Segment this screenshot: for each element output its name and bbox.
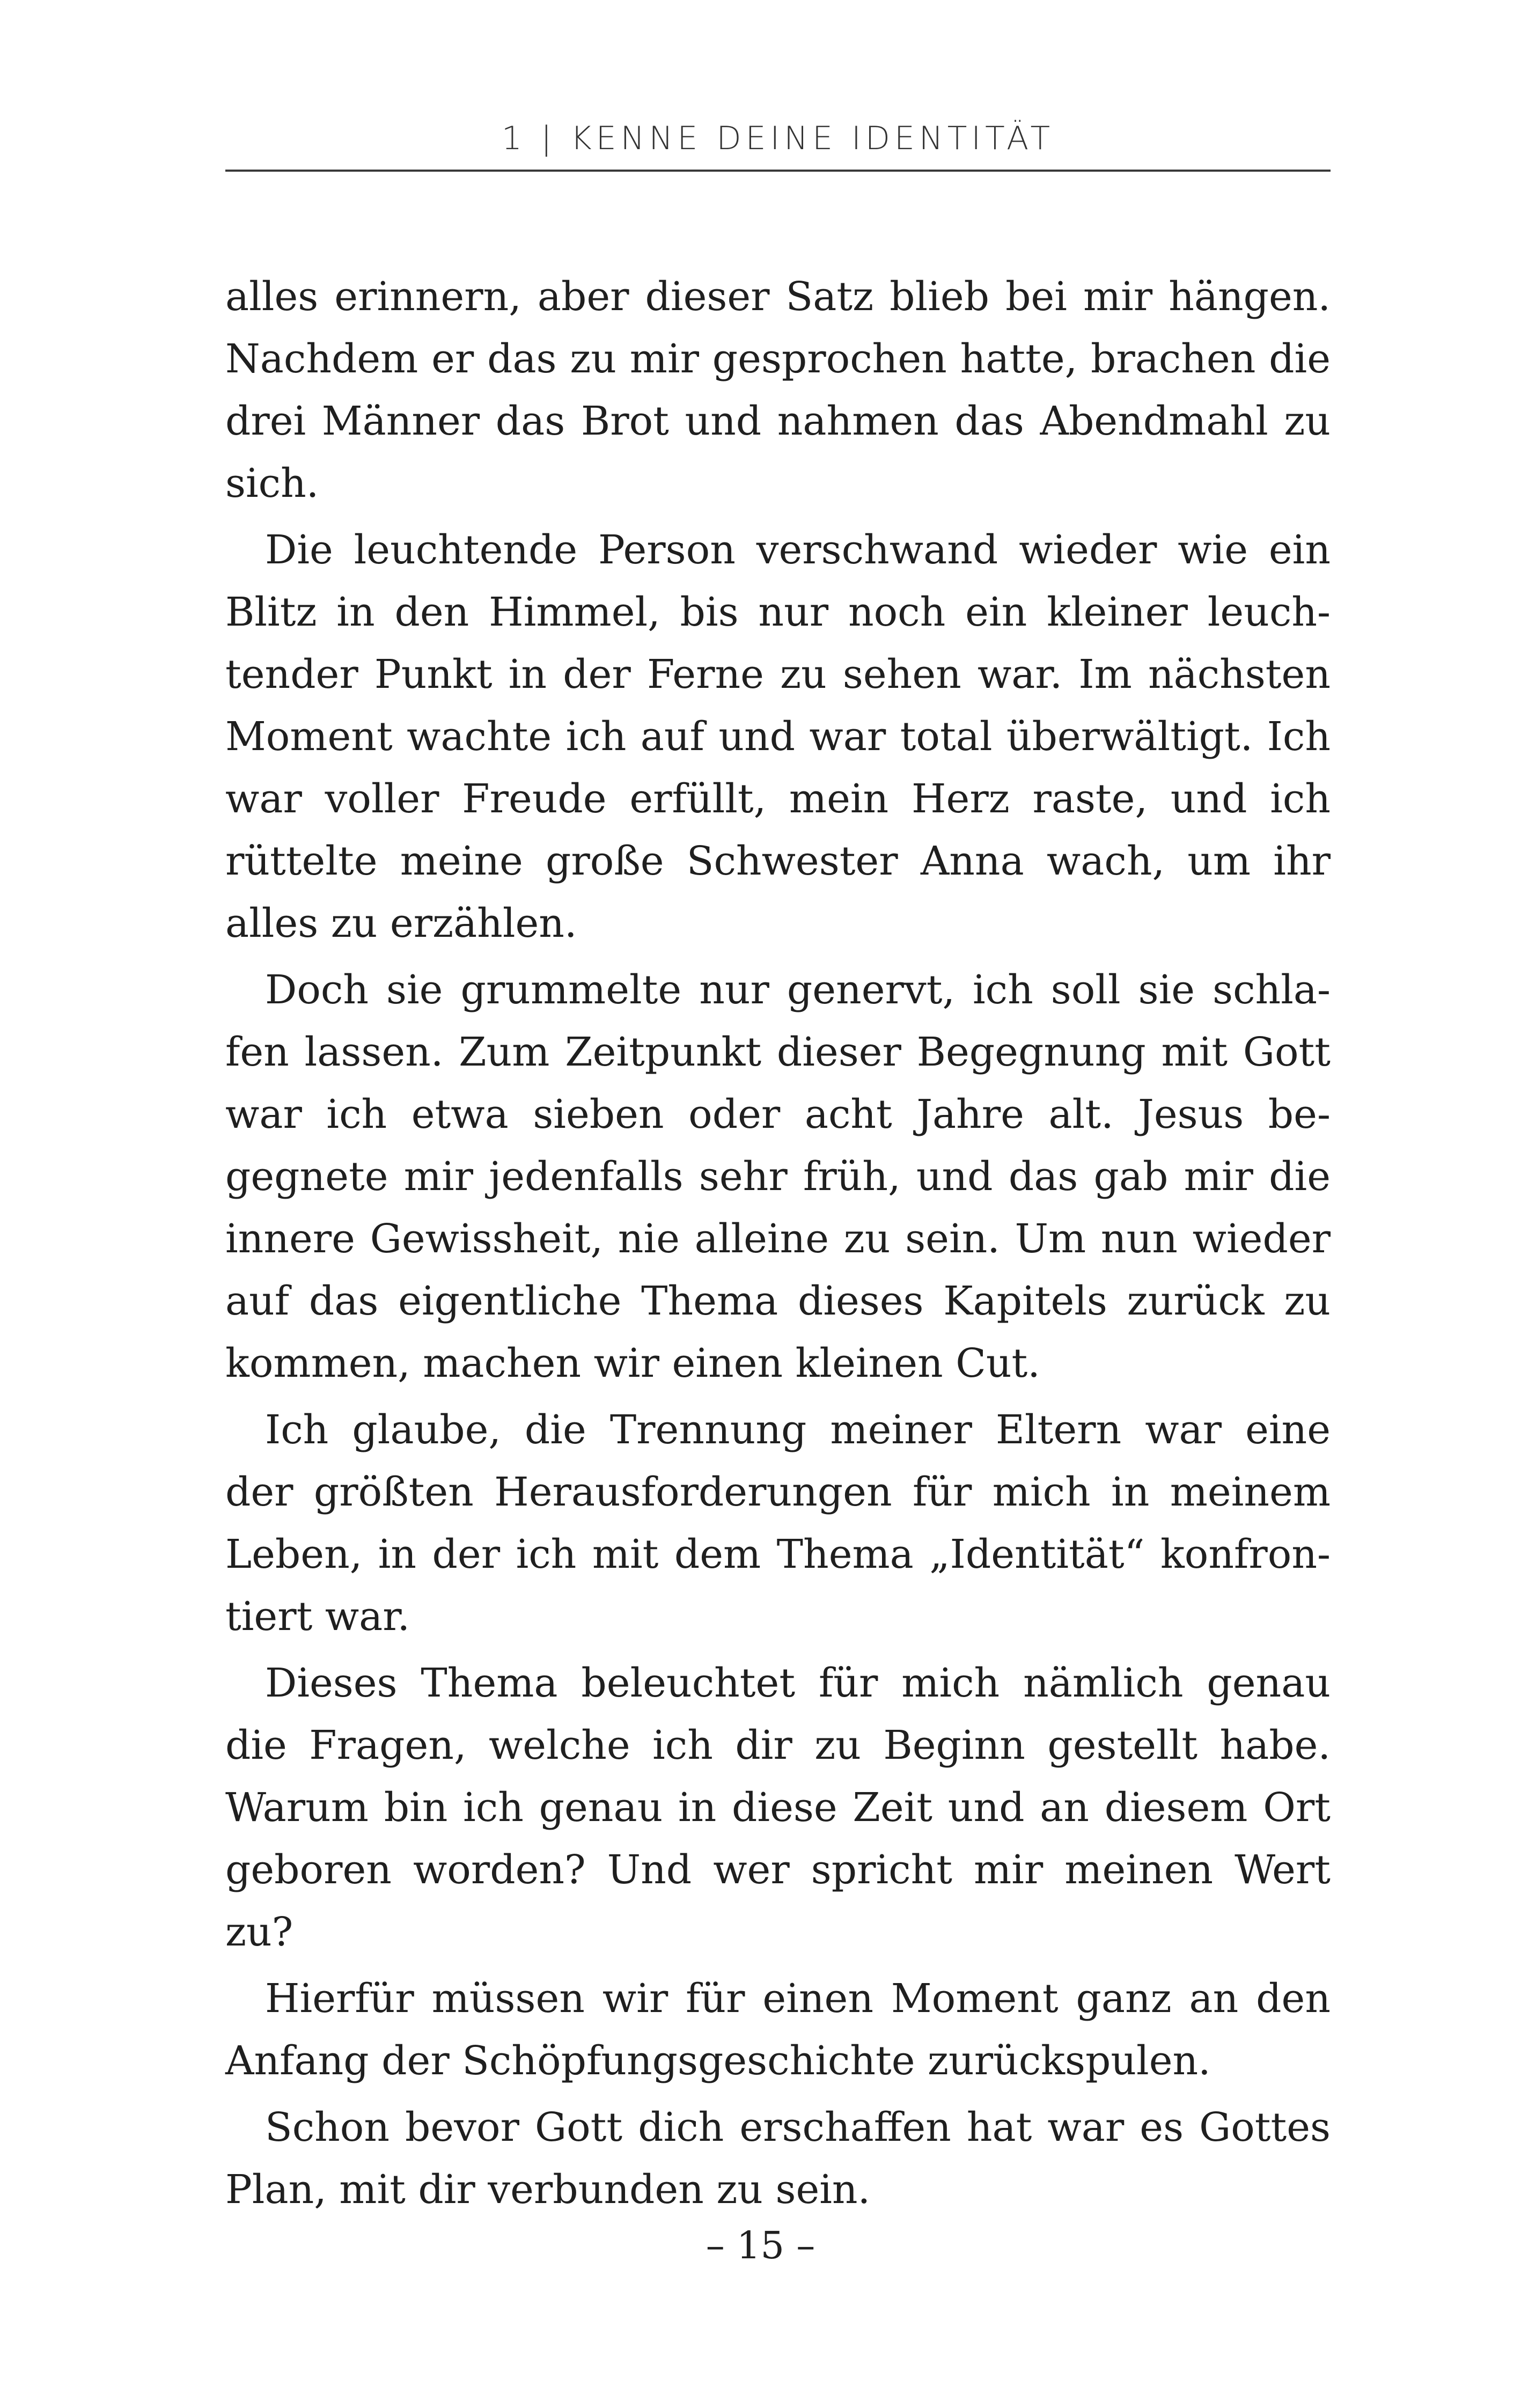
paragraph: Doch sie grummelte nur genervt, ich soll sie schlafen lassen. Zum Zeitpunkt dieser Begegnung mit Gott war ich etwa sieben oder acht Jahre alt. Jesus begegnete mir jedenfalls sehr früh, und das gab mir die innere Gewissheit, nie alleine zu sein. Um nun wieder auf das eigentliche Thema dieses Kapitels zurück zu kommen, machen wir einen kleinen Cut. xyxy=(225,967,1331,1386)
paragraph: Hierfür müssen wir für einen Moment ganz an den Anfang der Schöpfungsgeschichte zurückspulen. xyxy=(225,1976,1331,2084)
paragraph: Schon bevor Gott dich erschaffen hat war es Gottes Plan, mit dir verbunden zu sein. xyxy=(225,2104,1331,2213)
running-header xyxy=(225,118,1331,172)
paragraph: Ich glaube, die Trennung meiner Eltern war eine der größten Herausforderungen für mich in meinem Leben, in der ich mit dem Thema „Identität“ konfrontiert war. xyxy=(225,1407,1331,1640)
paragraph: Dieses Thema beleuchtet für mich nämlich genau die Fragen, welche ich dir zu Beginn gestellt habe. Warum bin ich genau in diese Zeit und an diesem Ort geboren worden? Und wer spricht mir meinen Wert zu? xyxy=(225,1660,1331,1955)
page-number: – 15 – xyxy=(706,2223,815,2267)
chapter-title: 1 | KENNE DEINE IDENTITÄT xyxy=(501,120,1055,157)
paragraph: alles erinnern, aber dieser Satz blieb bei mir hängen. Nachdem er das zu mir gesprochen hatte, brachen die drei Männer das Brot und nahmen das Abendmahl zu sich. xyxy=(225,274,1331,506)
paragraph: Die leuchtende Person verschwand wieder wie ein Blitz in den Himmel, bis nur noch ein kleiner leuchtender Punkt in der Ferne zu sehen war. Im nächsten Moment wachte ich auf und war total überwältigt. Ich war voller Freude erfüllt, mein Herz raste, und ich rüttelte meine große Schwester Anna wach, um ihr alles zu erzählen. xyxy=(225,527,1331,946)
body-text xyxy=(225,266,1331,2221)
